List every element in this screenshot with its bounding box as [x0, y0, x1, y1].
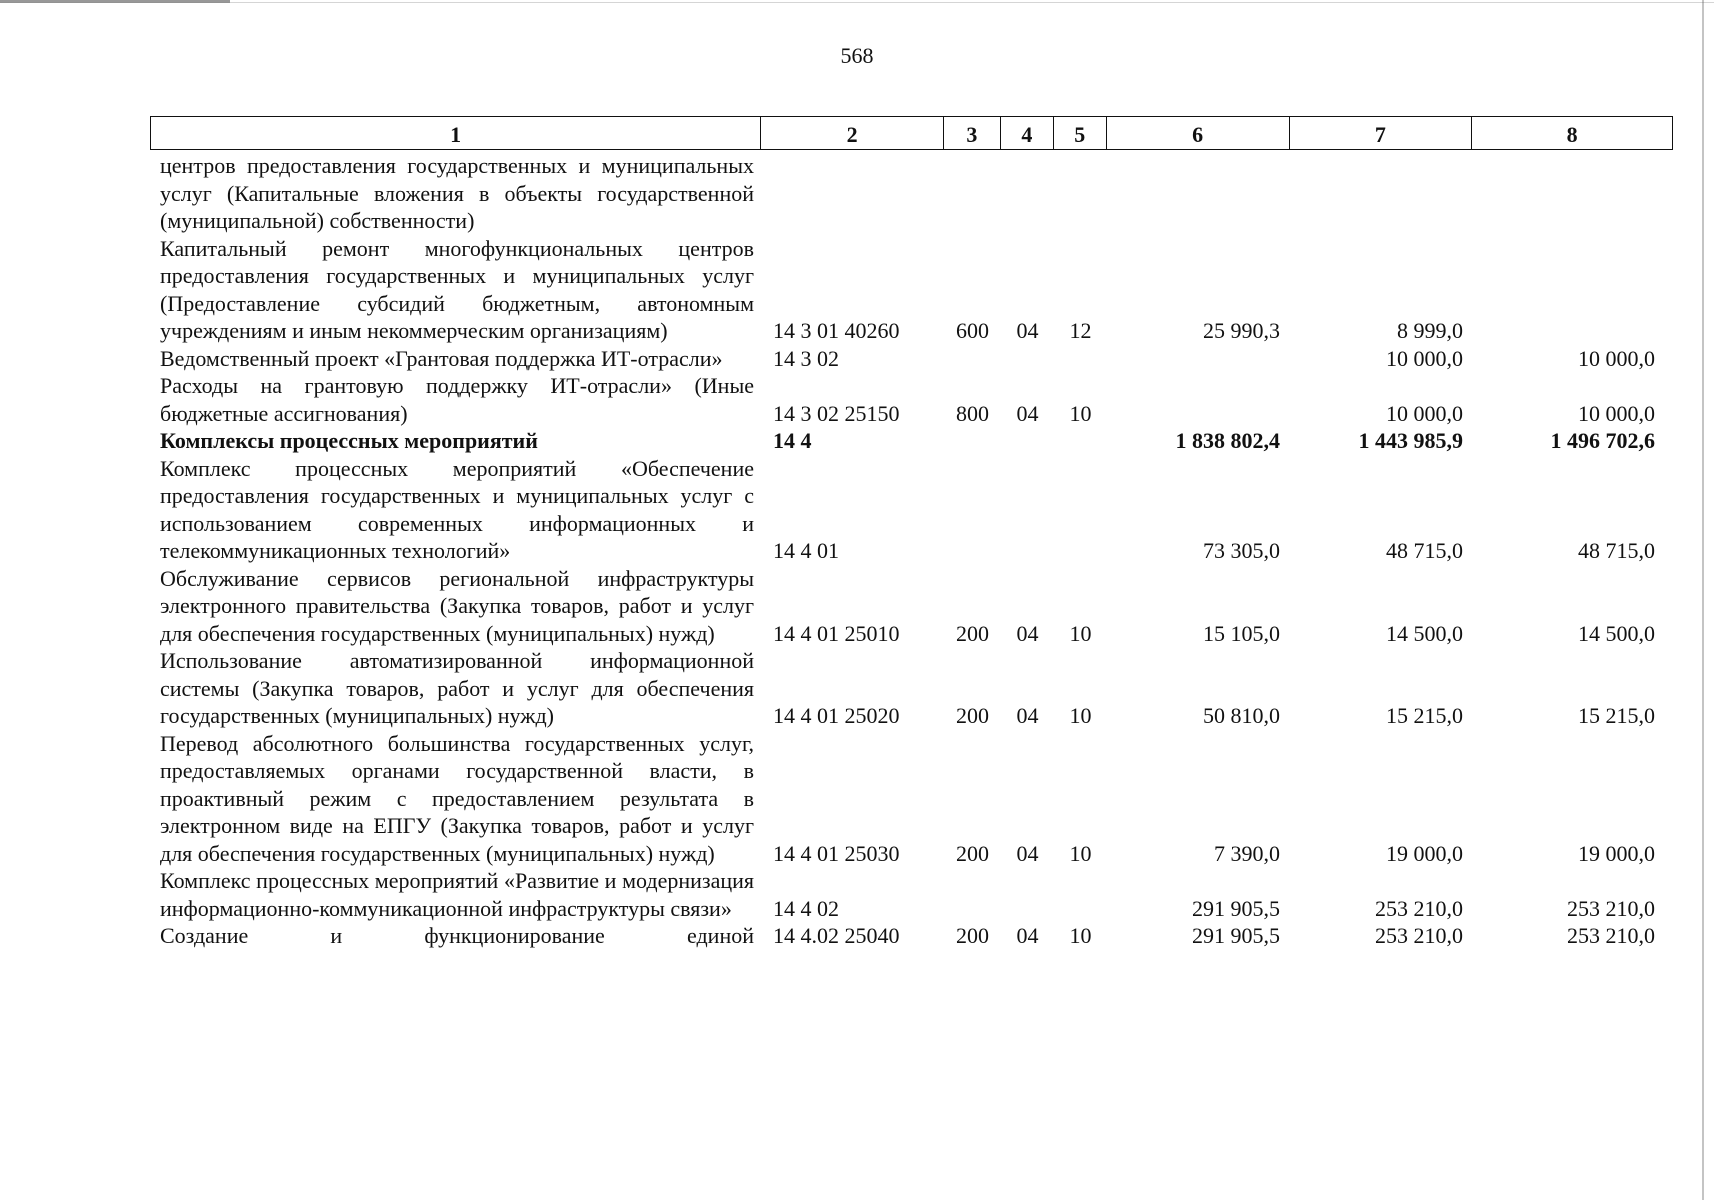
table-row — [150, 867, 1673, 922]
row-col-4: 04 — [1016, 840, 1039, 866]
row-name: Расходы на грантовую поддержку ИТ-отрасли» (Иные бюджетные ассигнования) — [160, 373, 754, 426]
table-row — [150, 345, 1673, 373]
header-col-7: 7 — [1290, 117, 1473, 149]
row-col-6: 291 905,5 — [1192, 923, 1280, 948]
row-name: Создание и функционирование единой — [160, 923, 754, 948]
row-col-7: 10 000,0 — [1386, 345, 1463, 371]
row-col-3: 200 — [956, 703, 989, 728]
table-header — [150, 116, 1673, 150]
table-row — [150, 730, 1673, 868]
header-col-5: 5 — [1054, 117, 1107, 149]
row-code: 14 4 01 — [773, 538, 839, 563]
row-col-7: 15 215,0 — [1386, 703, 1463, 728]
row-col-3: 200 — [956, 923, 989, 948]
table-row — [150, 235, 1673, 345]
row-col-6: 15 105,0 — [1203, 620, 1280, 646]
row-col-7: 8 999,0 — [1397, 318, 1463, 343]
row-col-4: 04 — [1016, 318, 1039, 343]
table-row — [150, 427, 1673, 455]
row-col-5: 10 — [1069, 703, 1092, 728]
row-col-4: 04 — [1016, 400, 1039, 426]
row-code: 14 4 01 25020 — [773, 703, 900, 728]
row-col-7: 10 000,0 — [1386, 400, 1463, 426]
row-col-5: 10 — [1069, 923, 1092, 948]
row-col-3: 200 — [956, 840, 989, 866]
row-code: 14 4 01 25030 — [773, 840, 900, 866]
row-col-8: 253 210,0 — [1567, 895, 1655, 921]
row-col-3: 200 — [956, 620, 989, 646]
row-name: Перевод абсолютного большинства государственных услуг, предоставляемых органами государственной власти, в проактивный режим с предоставлением результата в электронном виде на ЕПГУ (Закупка товаров, работ и услуг для обеспечения государственных (муниципальных) нужд) — [160, 730, 754, 866]
scan-edge-right — [1702, 0, 1704, 1200]
header-col-1: 1 — [151, 117, 761, 149]
row-col-6: 291 905,5 — [1192, 895, 1280, 921]
row-name: центров предоставления государственных и муниципальных услуг (Капитальные вложения в объекты государственной (муниципальной) собственности) — [160, 153, 754, 233]
table-row — [150, 922, 1673, 950]
row-col-5: 12 — [1069, 318, 1092, 343]
row-name: Ведомственный проект «Грантовая поддержка ИТ-отрасли» — [160, 345, 723, 371]
row-col-4: 04 — [1016, 703, 1039, 728]
row-code: 14 4 — [773, 428, 812, 453]
row-col-6: 25 990,3 — [1203, 318, 1280, 343]
header-col-3: 3 — [944, 117, 1001, 149]
row-col-8: 15 215,0 — [1578, 703, 1655, 728]
row-col-6: 73 305,0 — [1203, 538, 1280, 563]
header-col-4: 4 — [1001, 117, 1054, 149]
row-code: 14 4 01 25010 — [773, 620, 900, 646]
row-name: Капитальный ремонт многофункциональных центров предоставления государственных и муниципальных услуг (Предоставление субсидий бюджетным, автономным учреждениям и иным некоммерческим организациям) — [160, 235, 754, 343]
row-code: 14 3 02 — [773, 345, 839, 371]
header-col-6: 6 — [1107, 117, 1290, 149]
scan-edge-line — [0, 2, 1714, 3]
row-col-5: 10 — [1069, 620, 1092, 646]
row-code: 14 3 01 40260 — [773, 318, 900, 343]
row-col-8: 19 000,0 — [1578, 840, 1655, 866]
row-col-7: 253 210,0 — [1375, 895, 1463, 921]
header-col-8: 8 — [1566, 122, 1578, 147]
row-code: 14 3 02 25150 — [773, 400, 900, 426]
row-name: Обслуживание сервисов региональной инфраструктуры электронного правительства (Закупка товаров, работ и услуг для обеспечения государственных (муниципальных) нужд) — [160, 565, 754, 646]
row-col-6: 7 390,0 — [1214, 840, 1280, 866]
row-col-8: 48 715,0 — [1578, 538, 1655, 563]
row-col-8: 253 210,0 — [1567, 923, 1655, 948]
row-col-7: 1 443 985,9 — [1358, 428, 1463, 453]
row-col-5: 10 — [1069, 400, 1092, 426]
row-name: Комплекс процессных мероприятий «Обеспечение предоставления государственных и муниципальных услуг с использованием современных информационных и телекоммуникационных технологий» — [160, 455, 754, 563]
row-col-3: 600 — [956, 318, 989, 343]
row-col-5: 10 — [1069, 840, 1092, 866]
row-code: 14 4.02 25040 — [773, 923, 900, 948]
row-col-8: 1 496 702,6 — [1550, 428, 1655, 453]
row-col-3: 800 — [956, 400, 989, 426]
row-col-4: 04 — [1016, 923, 1039, 948]
row-name: Использование автоматизированной информационной системы (Закупка товаров, работ и услуг для обеспечения государственных (муниципальных) нужд) — [160, 648, 754, 728]
row-col-8: 10 000,0 — [1578, 345, 1655, 371]
header-col-2: 2 — [761, 117, 944, 149]
row-col-8: 10 000,0 — [1578, 400, 1655, 426]
row-code: 14 4 02 — [773, 895, 839, 921]
row-name: Комплекс процессных мероприятий «Развитие и модернизация информационно-коммуникационной инфраструктуры связи» — [160, 868, 754, 921]
table-row — [150, 152, 1673, 235]
row-col-8: 14 500,0 — [1578, 620, 1655, 646]
page-number: 568 — [840, 43, 874, 68]
row-col-4: 04 — [1016, 620, 1039, 646]
budget-table — [150, 152, 1673, 950]
row-name: Комплексы процессных мероприятий — [160, 428, 538, 453]
row-col-6: 50 810,0 — [1203, 703, 1280, 728]
table-row — [150, 372, 1673, 427]
table-row — [150, 565, 1673, 648]
row-col-6: 1 838 802,4 — [1175, 428, 1280, 453]
row-col-7: 14 500,0 — [1386, 620, 1463, 646]
row-col-7: 253 210,0 — [1375, 923, 1463, 948]
table-row — [150, 647, 1673, 730]
table-row — [150, 455, 1673, 565]
row-col-7: 48 715,0 — [1386, 538, 1463, 563]
row-col-7: 19 000,0 — [1386, 840, 1463, 866]
